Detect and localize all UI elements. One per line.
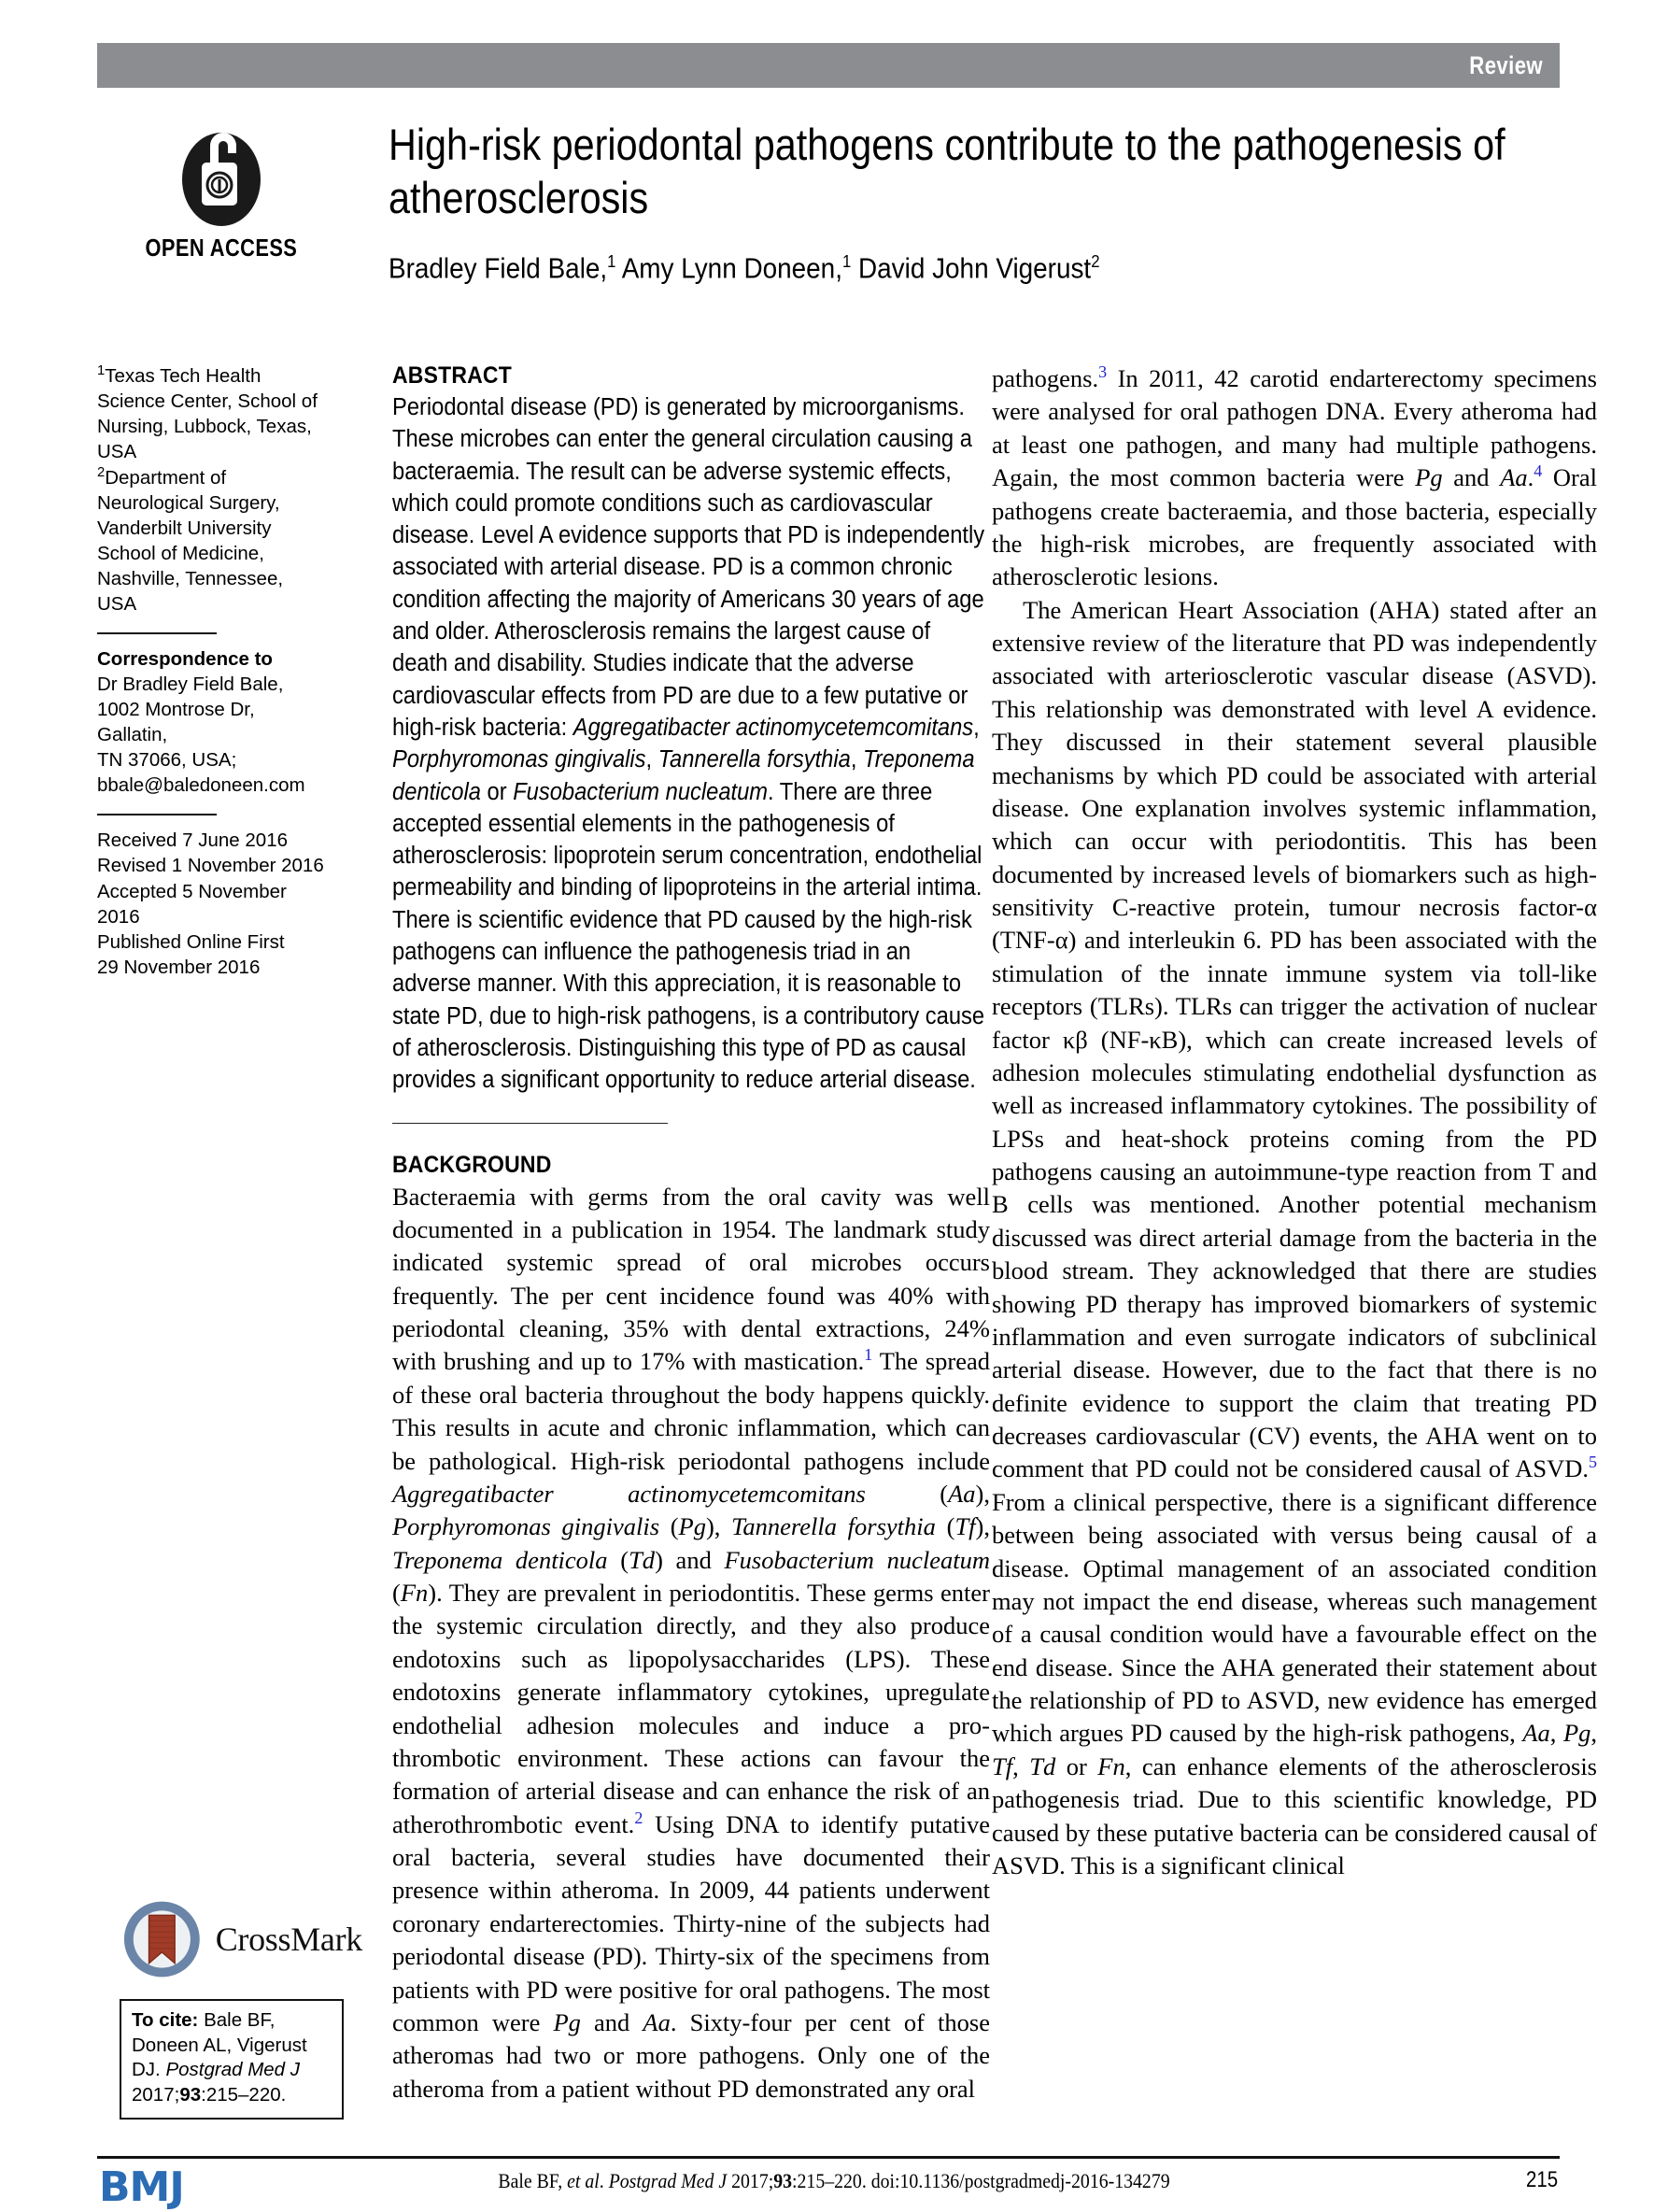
footer-divider [97, 2156, 1560, 2159]
article-header [389, 118, 1561, 285]
background-paragraph-1-continued: pathogens.$^3$ In 2011, 42 carotid endarterectomy specimens were analysed for oral pathogen DNA. Every atheroma had at least one pathogen, and many had multiple pathogens. Again, the most common bacteria were Pg and Aa.$^4$ Oral pathogens create bacteraemia, and those bacteria, especially the high-risk microbes, are frequently associated with atherosclerotic lesions. [992, 362, 1598, 591]
sidebar-divider-2 [97, 814, 217, 815]
open-padlock-icon [178, 121, 264, 226]
to-cite-box: To cite: Bale BF, Doneen AL, Vigerust DJ. Postgrad Med J 2017;93:215–220. [120, 1999, 344, 2120]
correspondence-details: Dr Bradley Field Bale, 1002 Montrose Dr, Gallatin, TN 37066, USA; bbale@baledoneen.com [97, 674, 305, 797]
correspondence-heading: Correspondence to [97, 648, 273, 671]
bmj-logo[interactable]: BMJ [99, 2163, 184, 2211]
background-heading: BACKGROUND [392, 1151, 552, 1178]
column-right [992, 362, 1597, 1882]
page-number: 215 [1525, 2167, 1558, 2192]
article-metadata-sidebar [97, 362, 326, 980]
section-label: Review [1469, 50, 1543, 79]
background-paragraph-2: The American Heart Association (AHA) stated after an extensive review of the literature that PD was independently associated with arteriosclerotic vascular disease (ASVD). This relationship was demonstrated with level A evidence. They discussed in their statement several plausible mechanisms by which PD could be associated with arterial disease. One explanation involves systemic inflammation, which can occur with periodontitis. This has been documented by increased levels of biomarkers such as high-sensitivity C-reactive protein, tumour necrosis factor-α (TNF-α) and interleukin 6. PD has been associated with the stimulation of the innate immune system via toll-like receptors (TLRs). TLRs can trigger the activation of nuclear factor κβ (NF-κB), which can create increased levels of adhesion molecules stimulating endothelial dysfunction as well as increased inflammatory cytokines. The possibility of LPSs and heat-shock proteins coming from the PD pathogens causing an autoimmune-type reaction from T and B cells was mentioned. Another potential mechanism discussed was direct arterial damage from the bacteria in the blood stream. They acknowledged that there are studies showing PD therapy has improved biomarkers of systemic inflammation and even surrogate indicators of subclinical arterial disease. However, due to the fact that there is no definite evidence to support the claim that treating PD decreases cardiovascular (CV) events, the AHA went on to comment that PD could not be considered causal of ASVD.$^5$ From a clinical perspective, there is a significant difference between being associated with versus being causal of a disease. Optimal management of an associated condition may not impact the end disease, whereas such management of a causal condition would have a favourable effect on the end disease. Since the AHA generated their statement about the relationship of PD to ASVD, new evidence has emerged which argues PD caused by the high-risk pathogens, Aa, Pg, Tf, Td or Fn, can enhance elements of the atherosclerosis pathogenesis triad. Due to this scientific knowledge, PD caused by these putative bacteria can be considered causal of ASVD. This is a significant clinical [992, 595, 1598, 1879]
abstract-heading: ABSTRACT [392, 362, 512, 389]
author-list: Bradley Field Bale,$^1$ Amy Lynn Doneen,$^1$ David John Vigerust$^2$ [389, 250, 1100, 284]
sidebar-divider-1 [97, 632, 217, 634]
crossmark-logo-icon[interactable] [120, 1896, 205, 1982]
crossmark-block[interactable] [120, 1896, 362, 2120]
abstract-text: Periodontal disease (PD) is generated by microorganisms. These microbes can enter the general circulation causing a bacteraemia. The result can be adverse systemic effects, which could promote conditions such as cardiovascular disease. Level A evidence supports that PD is independently associated with arterial disease. PD is a common chronic condition affecting the majority of Americans 30 years of age and older. Atherosclerosis remains the largest cause of death and disability. Studies indicate that the adverse cardiovascular effects from PD are due to a few putative or high-risk bacteria: Aggregatibacter actinomycetemcomitans, Porphyromonas gingivalis, Tannerella forsythia, Treponema denticola or Fusobacterium nucleatum. There are three accepted essential elements in the pathogenesis of atherosclerosis: lipoprotein serum concentration, endothelial permeability and binding of lipoproteins in the arterial intima. There is scientific evidence that PD caused by the high-risk pathogens can influence the pathogenesis triad in an adverse manner. With this appreciation, it is reasonable to state PD, due to high-risk pathogens, is a contributory cause of atherosclerosis. Distinguishing this type of PD as causal provides a significant opportunity to reduce arterial disease. [392, 394, 985, 1094]
publication-dates: Received 7 June 2016 Revised 1 November 2016 Accepted 5 November 2016 Published Online First 29 November 2016 [97, 830, 324, 978]
crossmark-label: CrossMark [215, 1921, 362, 1958]
open-access-badge [123, 121, 319, 262]
background-paragraph-1: Bacteraemia with germs from the oral cavity was well documented in a publication in 1954. The landmark study indicated systemic spread of oral microbes occurs frequently. The per cent incidence found was 40% with periodontal cleaning, 35% with dental extractions, 24% with brushing and up to 17% with mastication.$^1$ The spread of these oral bacteria throughout the body happens quickly. This results in acute and chronic inflammation, which can be pathological. High-risk periodontal pathogens include Aggregatibacter actinomycetemcomitans (Aa), Porphyromonas gingivalis (Pg), Tannerella forsythia (Tf), Treponema denticola (Td) and Fusobacterium nucleatum (Fn). They are prevalent in periodontitis. These germs enter the systemic circulation directly, and they also produce endotoxins such as lipopolysaccharides (LPS). These endotoxins generate inflammatory cytokines, upregulate endothelial adhesion molecules and induce a pro-thrombotic environment. These actions can favour the formation of arterial disease and can enhance the risk of an atherothrombotic event.$^2$ Using DNA to identify putative oral bacteria, several studies have documented their presence within atheroma. In 2009, 44 patients underwent coronary endarterectomies. Thirty-nine of the subjects had periodontal disease (PD). Thirty-six of the specimens from patients with PD were positive for oral pathogens. The most common were Pg and Aa. Sixty-four per cent of those atheromas had two or more pathogens. Only one of the atheroma from a patient without PD demonstrated any oral [392, 1182, 991, 2103]
abstract-divider [392, 1123, 668, 1124]
open-access-label: OPEN ACCESS [145, 234, 298, 262]
footer-citation: Bale BF, et al. Postgrad Med J 2017;93:215–220. doi:10.1136/postgradmedj-2016-134279 [498, 2169, 1170, 2192]
section-header-bar [97, 43, 1560, 88]
page-title: High-risk periodontal pathogens contribute to the pathogenesis of atherosclerosis [389, 120, 1505, 223]
column-left [392, 362, 990, 2106]
affiliations: $^1$Texas Tech Health Science Center, School of Nursing, Lubbock, Texas, USA $^2$Department of Neurological Surgery, Vanderbilt University School of Medicine, Nashville, Tennessee, USA [97, 363, 318, 616]
